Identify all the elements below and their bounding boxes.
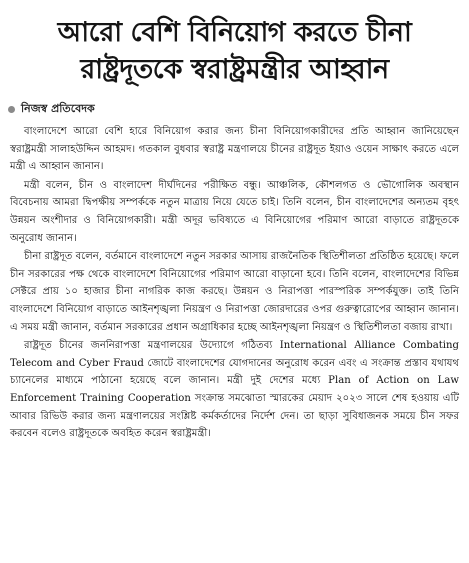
article-paragraph-4: রাষ্ট্রদূত চীনের জননিরাপত্তা মন্ত্রণালয়ের উদ্যোগে গঠিতব্য International Alliance Combating Telecom and Cyber Fraud জোটে বাংলাদেশের যোগদানের অনুরোধ করেন এবং এ সংক্রান্ত প্রস্তাব যথাযথ চ্যানেলের মাধ্যমে পাঠানো হয়েছে বলে জানান। মন্ত্রী দুই দেশের মধ্যে Plan of Action on Law Enforcement Training Cooperation সংক্রান্ত সমঝোতা স্মারকের মেয়াদ ২০২৩ সালে শেষ হওয়ায় এটি আবার রিভিউ করার জন্য মন্ত্রণালয়ের সংশ্লিষ্ট কর্মকর্তাদের নির্দেশ দেন। তা ছাড়া সুবিধাজনক সময়ে চীন সফর করবেন বলেও রাষ্ট্রদূতকে অবহিত করেন স্বরাষ্ট্রমন্ত্রী।: [10, 340, 459, 440]
article-paragraph-2: মন্ত্রী বলেন, চীন ও বাংলাদেশ দীর্ঘদিনের পরীক্ষিত বন্ধু। আঞ্চলিক, কৌশলগত ও ভৌগোলিক অবস্থান বিবেচনায় আমরা দ্বিপক্ষীয় সম্পর্ককে নতুন মাত্রায় নিয়ে যেতে চাই। তিনি বলেন, চীন বাংলাদেশের অন্যতম বৃহৎ উন্নয়ন অংশীদার ও বিনিয়োগকারী। মন্ত্রী অদূর ভবিষ্যতে এ বিনিয়োগের পরিমাণ আরো বাড়াতে রাষ্ট্রদূতকে অনুরোধ জানান।: [10, 179, 459, 244]
byline-text: নিজস্ব প্রতিবেদক: [21, 102, 95, 115]
byline: [8, 100, 469, 119]
headline: [0, 0, 469, 88]
headline-line-1: আরো বেশি বিনিয়োগ করতে চীনা: [57, 17, 412, 48]
article-paragraph-3: চীনা রাষ্ট্রদূত বলেন, বর্তমানে বাংলাদেশে নতুন সরকার আসায় রাজনৈতিক স্থিতিশীলতা প্রতিষ্ঠিত হয়েছে। ফলে চীন সরকারের পক্ষ থেকে বাংলাদেশে বিনিয়োগের পরিমাণ আরো বাড়ানো হবে। তিনি বলেন, বাংলাদেশের বিভিন্ন সেক্টরে প্রায় ১০ হাজার চীনা নাগরিক কাজ করছে। উন্নয়ন ও নিরাপত্তা পারস্পরিক সম্পর্কযুক্ত। তাই তিনি বাংলাদেশে বিনিয়োগ বাড়াতে আইনশৃঙ্খলা নিয়ন্ত্রণ ও নিরাপত্তা জোরদারের ওপর গুরুত্বারোপের আহ্বান জানান। এ সময় মন্ত্রী জানান, বর্তমান সরকারের প্রধান অগ্রাধিকার হচ্ছে আইনশৃঙ্খলা নিয়ন্ত্রণ ও স্থিতিশীলতা বজায় রাখা।: [10, 251, 459, 333]
headline-line-2: রাষ্ট্রদূতকে স্বরাষ্ট্রমন্ত্রীর আহ্বান: [80, 54, 389, 85]
article-body: [10, 123, 459, 443]
article-paragraph-1: বাংলাদেশে আরো বেশি হারে বিনিয়োগ করার জন্য চীনা বিনিয়োগকারীদের প্রতি আহ্বান জানিয়েছেন স্বরাষ্ট্রমন্ত্রী সালাহউদ্দিন আহমদ। গতকাল বুধবার স্বরাষ্ট্র মন্ত্রণালয়ে চীনের রাষ্ট্রদূত ইয়াও ওয়েন সাক্ষাৎ করতে এলে মন্ত্রী এ আহ্বান জানান।: [10, 126, 459, 173]
bullet-icon: [8, 106, 15, 113]
